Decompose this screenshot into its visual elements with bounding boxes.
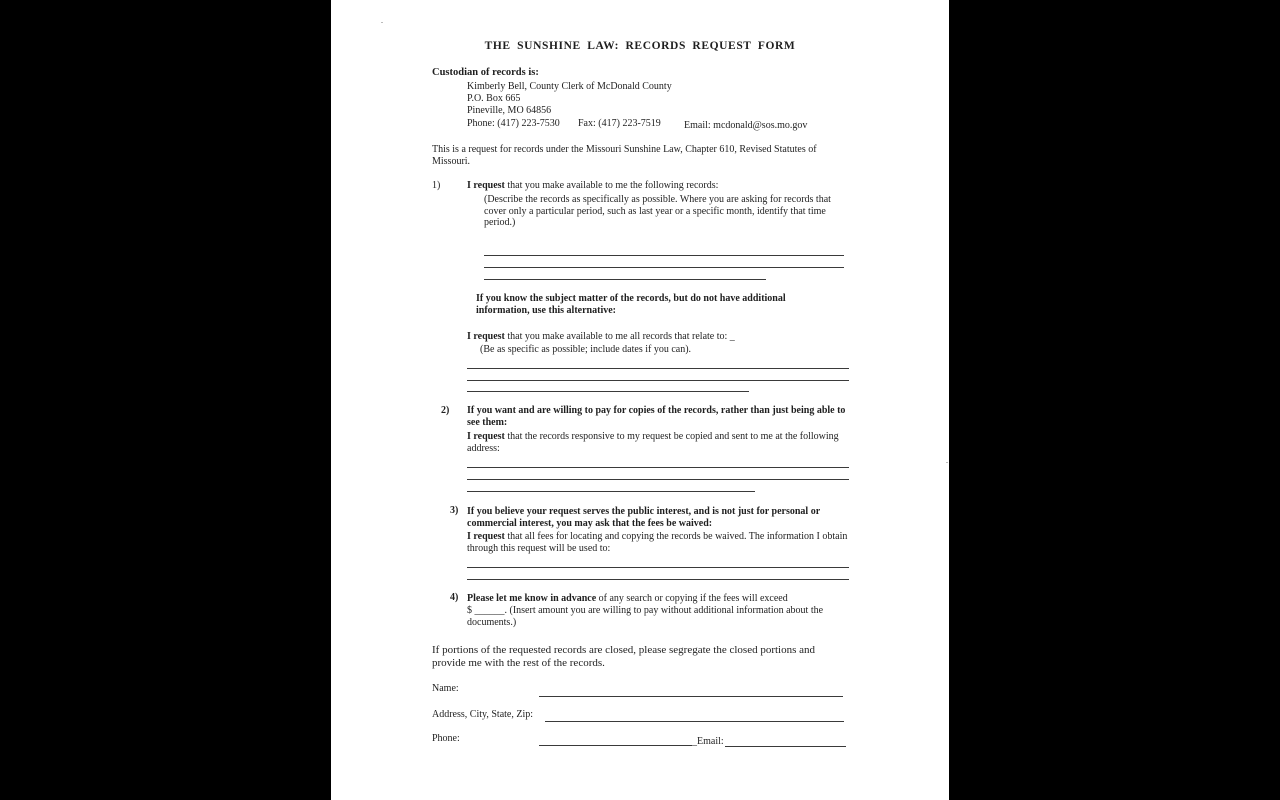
custodian-email: Email: mcdonald@sos.mo.gov bbox=[684, 120, 808, 131]
section-4-request-bold: Please let me know in advance bbox=[467, 593, 597, 604]
section-2-request-text: that the records responsive to my request be copied and sent to me at the following address: bbox=[467, 431, 839, 454]
section-2-request bbox=[467, 431, 839, 454]
section-4-request-text: of any search or copying if the fees will exceed bbox=[596, 593, 788, 604]
section-3-heading: If you believe your request serves the public interest, and is not just for personal or commercial interest, you may ask that the fees be waived: bbox=[467, 506, 820, 529]
custodian-name: Kimberly Bell, County Clerk of McDonald County bbox=[467, 81, 672, 92]
subject-matter-line-3[interactable] bbox=[467, 391, 749, 392]
alternative-request bbox=[467, 331, 735, 343]
mailing-address-line-3[interactable] bbox=[467, 491, 755, 492]
email-line[interactable] bbox=[725, 746, 846, 747]
custodian-city: Pineville, MO 64856 bbox=[467, 105, 552, 116]
subject-matter-line-1[interactable] bbox=[467, 368, 849, 369]
address-line[interactable] bbox=[545, 721, 844, 722]
scan-speck bbox=[946, 462, 948, 463]
section-2-heading: If you want and are willing to pay for copies of the records, rather than just being able to see them: bbox=[467, 405, 846, 428]
section-3-number: 3) bbox=[450, 505, 459, 516]
mailing-address-line-1[interactable] bbox=[467, 467, 849, 468]
phone-label: Phone: bbox=[432, 733, 460, 744]
custodian-fax: Fax: (417) 223-7519 bbox=[578, 118, 661, 129]
alternative-request-bold: I request bbox=[467, 331, 505, 342]
fee-waiver-purpose-line-2[interactable] bbox=[467, 579, 849, 580]
section-4-number: 4) bbox=[450, 592, 459, 603]
name-line[interactable] bbox=[539, 696, 843, 697]
fee-waiver-purpose-line-1[interactable] bbox=[467, 567, 849, 568]
section-1-request-text: that you make available to me the following records: bbox=[504, 180, 719, 191]
phone-line[interactable] bbox=[539, 745, 692, 746]
form-title: THE SUNSHINE LAW: RECORDS REQUEST FORM bbox=[484, 40, 796, 52]
records-description-line-3[interactable] bbox=[484, 279, 766, 280]
custodian-heading: Custodian of records is: bbox=[432, 67, 539, 78]
section-3-request-text: that all fees for locating and copying the records be waived. The information I obtain through this request will be used to: bbox=[467, 531, 848, 554]
email-label: _Email: bbox=[692, 736, 724, 747]
name-label: Name: bbox=[432, 683, 459, 694]
section-4-request bbox=[467, 593, 788, 605]
custodian-phone: Phone: (417) 223-7530 bbox=[467, 118, 560, 129]
alternative-request-text: that you make available to me all records that relate to: _ bbox=[504, 331, 735, 342]
closing-paragraph: If portions of the requested records are closed, please segregate the closed portions and provide me with the rest of the records. bbox=[432, 644, 816, 669]
section-3-request-bold: I request bbox=[467, 531, 505, 542]
fee-limit-amount: $ ______. (Insert amount you are willing to pay without additional information about the documents.) bbox=[467, 605, 824, 628]
section-1-instructions: (Describe the records as specifically as possible. Where you are asking for records that cover only a particular period, such as last year or a specific month, identify that time period.) bbox=[484, 194, 831, 229]
custodian-po-box: P.O. Box 665 bbox=[467, 93, 521, 104]
section-3-request bbox=[467, 531, 851, 554]
mailing-address-line-2[interactable] bbox=[467, 479, 849, 480]
alternative-instructions: (Be as specific as possible; include dates if you can). bbox=[480, 344, 692, 355]
intro-paragraph: This is a request for records under the Missouri Sunshine Law, Chapter 610, Revised Statutes of Missouri. bbox=[432, 144, 817, 167]
section-1-number: 1) bbox=[432, 180, 441, 191]
section-1-request bbox=[467, 180, 718, 192]
section-1-request-bold: I request bbox=[467, 180, 505, 191]
alternative-heading: If you know the subject matter of the records, but do not have additional information, use this alternative: bbox=[476, 293, 786, 316]
section-2-request-bold: I request bbox=[467, 431, 505, 442]
section-2-number: 2) bbox=[441, 405, 450, 416]
records-description-line-2[interactable] bbox=[484, 267, 844, 268]
records-description-line-1[interactable] bbox=[484, 255, 844, 256]
address-label: Address, City, State, Zip: bbox=[432, 709, 534, 720]
subject-matter-line-2[interactable] bbox=[467, 380, 849, 381]
scanned-form-page bbox=[331, 0, 949, 800]
scan-speck bbox=[381, 22, 383, 23]
